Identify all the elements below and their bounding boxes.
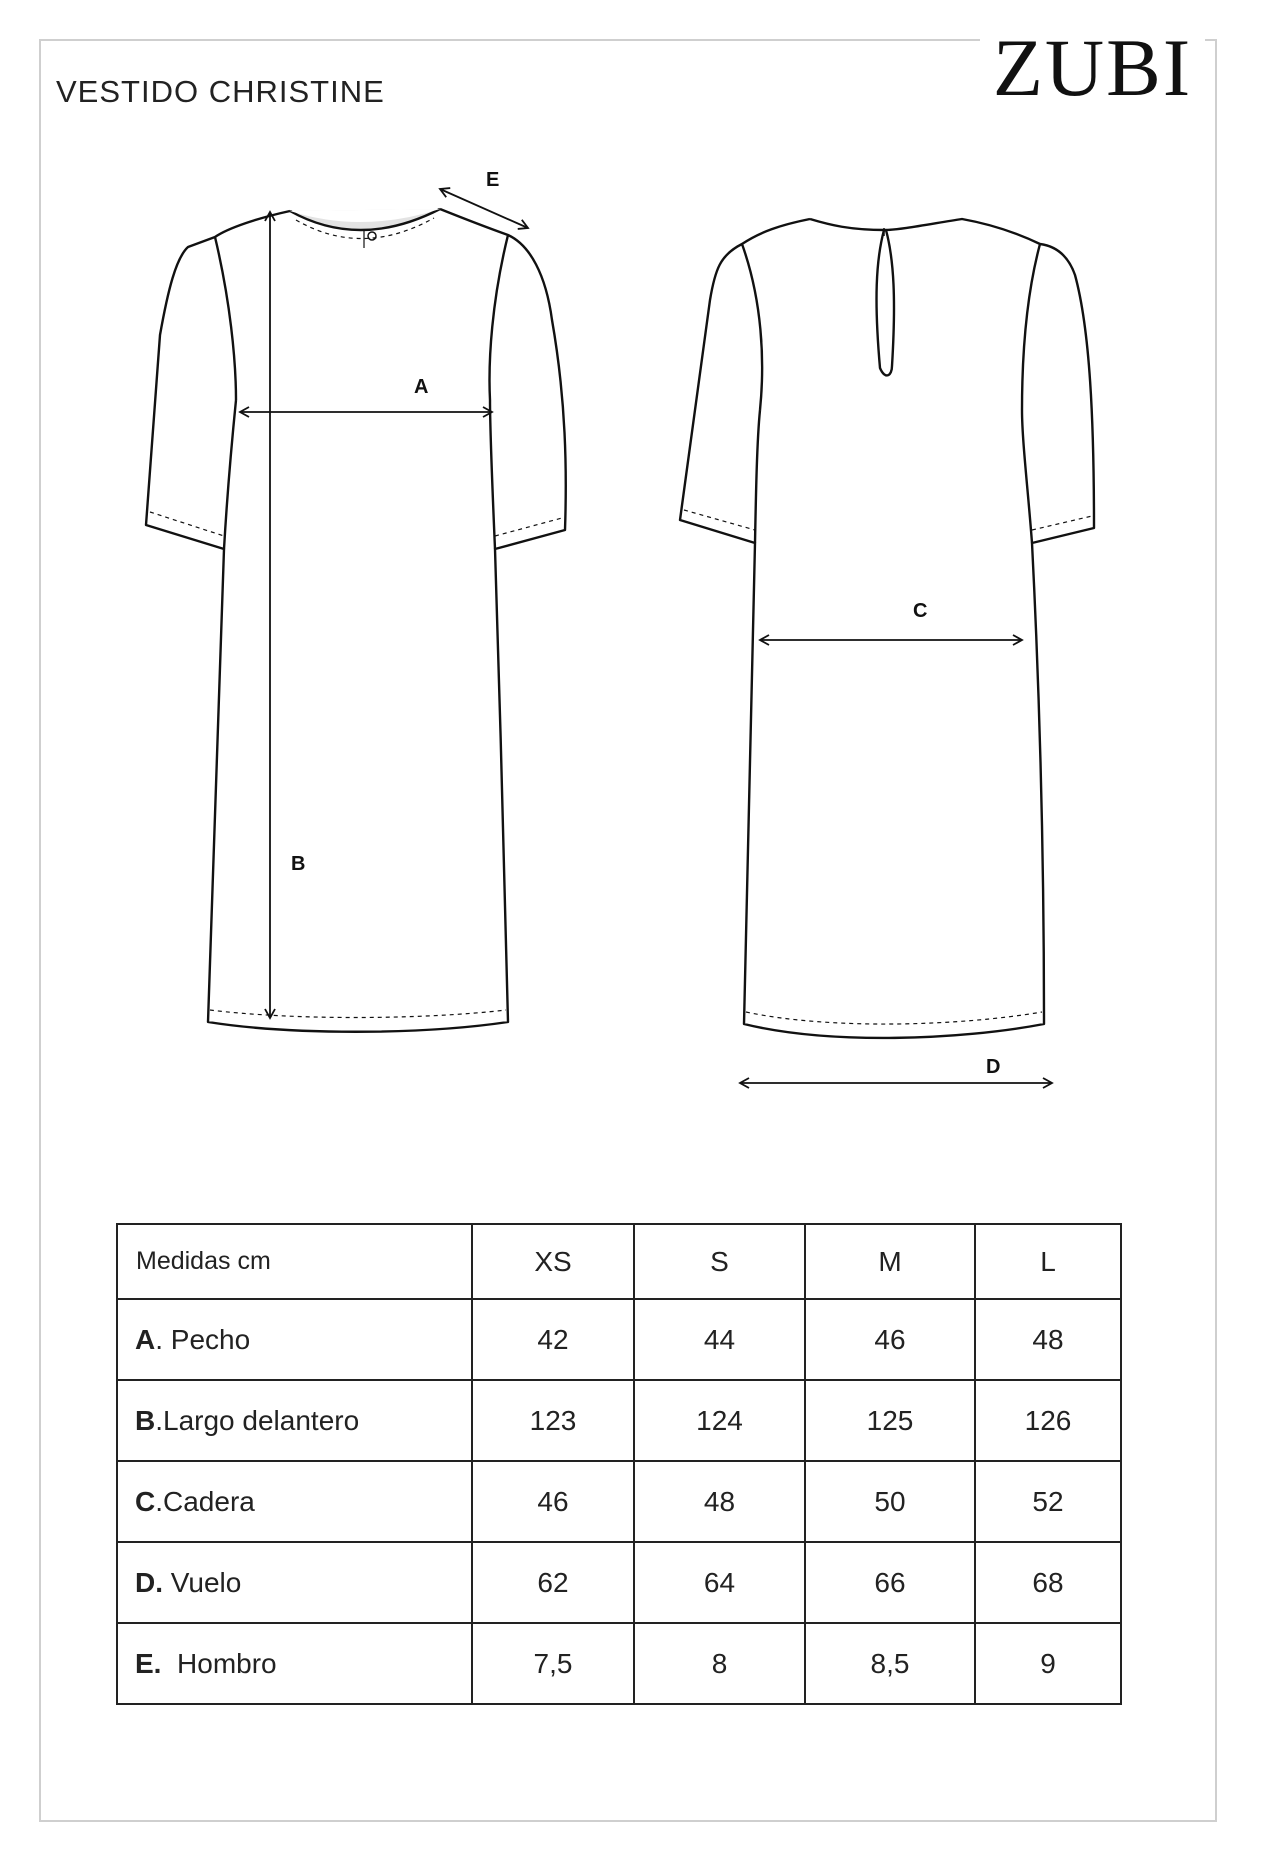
row-label [117,1623,472,1704]
row-label [117,1299,472,1380]
table-cell: 64 [634,1542,805,1623]
brand-logo: ZUBI [980,22,1205,114]
table-header-measures: Medidas cm [117,1224,472,1299]
row-label [117,1461,472,1542]
table-cell: 44 [634,1299,805,1380]
table-cell: 7,5 [472,1623,634,1704]
table-cell: 52 [975,1461,1121,1542]
measurement-lines [240,189,1052,1083]
table-cell: 66 [805,1542,975,1623]
size-header: S [634,1224,805,1299]
row-name: Hombro [161,1647,277,1679]
table-cell: 48 [975,1299,1121,1380]
table-row [117,1299,1121,1380]
table-cell: 8 [634,1623,805,1704]
table-row [117,1461,1121,1542]
table-cell: 8,5 [805,1623,975,1704]
row-letter: E. [135,1647,162,1679]
table-cell: 62 [472,1542,634,1623]
page-title: VESTIDO CHRISTINE [56,74,385,109]
row-label [117,1542,472,1623]
table-cell: 42 [472,1299,634,1380]
measure-e-line [440,189,528,228]
table-cell: 126 [975,1380,1121,1461]
table-cell: 50 [805,1461,975,1542]
label-d: D [986,1056,1001,1078]
label-a: A [414,376,429,398]
size-chart-table [116,1223,1122,1705]
table-cell: 46 [472,1461,634,1542]
row-name: Vuelo [163,1566,242,1598]
size-header: L [975,1224,1121,1299]
table-header-row [117,1224,1121,1299]
table-row [117,1380,1121,1461]
row-name: .Cadera [155,1485,255,1517]
row-letter: C [135,1485,156,1517]
table-cell: 9 [975,1623,1121,1704]
label-b: B [291,853,306,875]
table-cell: 124 [634,1380,805,1461]
size-header: XS [472,1224,634,1299]
table-cell: 46 [805,1299,975,1380]
row-name: .Largo delantero [155,1404,360,1436]
row-name: . Pecho [155,1323,251,1355]
label-c: C [913,600,928,622]
row-letter: D. [135,1566,163,1598]
dress-back-view [680,219,1094,1038]
row-label [117,1380,472,1461]
table-cell: 123 [472,1380,634,1461]
table-row [117,1542,1121,1623]
label-e: E [486,169,500,191]
row-letter: A [135,1323,156,1355]
table-cell: 68 [975,1542,1121,1623]
table-cell: 125 [805,1380,975,1461]
row-letter: B [135,1404,156,1436]
table-cell: 48 [634,1461,805,1542]
dress-front-view [146,209,566,1032]
table-row [117,1623,1121,1704]
size-header: M [805,1224,975,1299]
